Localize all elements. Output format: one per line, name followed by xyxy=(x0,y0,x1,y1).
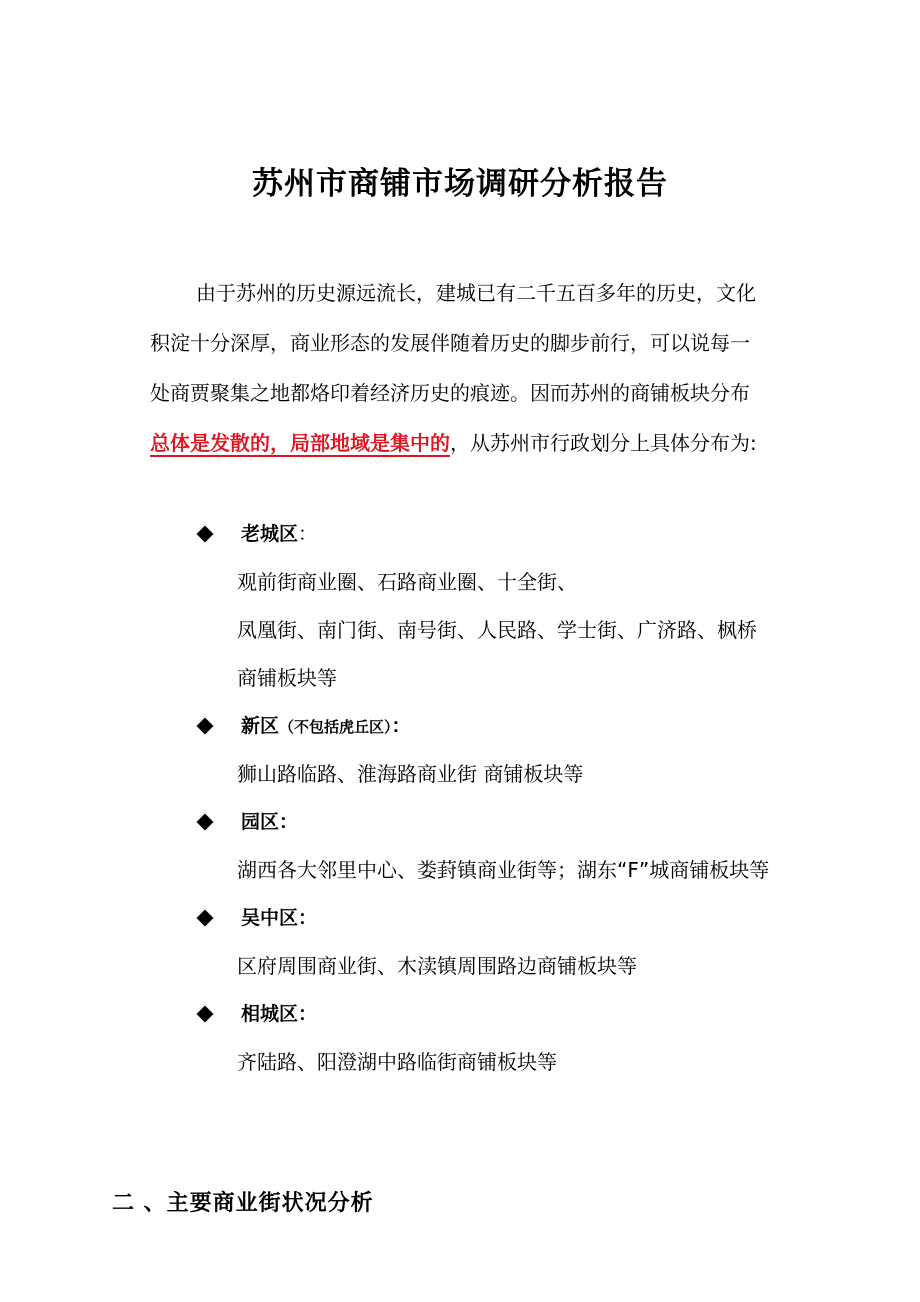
section-heading: 二 、主要商业街状况分析 xyxy=(112,1191,374,1216)
district-item: 凤凰街、南门街、南号街、人民路、学士街、广济路、枫桥 xyxy=(237,618,757,642)
district-header xyxy=(195,510,815,558)
district-name: 新区（不包括虎丘区）： xyxy=(241,714,411,737)
district-industrial-park xyxy=(195,798,815,894)
district-header xyxy=(195,798,815,846)
district-note: （不包括虎丘区） xyxy=(279,717,392,736)
intro-paragraph xyxy=(150,268,810,468)
intro-line-3: 处商贾聚集之地都烙印着经济历史的痕迹。因而苏州的商铺板块分布 xyxy=(150,381,750,405)
district-xiangcheng xyxy=(195,990,815,1086)
diamond-bullet-icon xyxy=(197,814,214,831)
district-list xyxy=(195,510,815,1086)
district-old-city xyxy=(195,510,815,702)
district-name: 吴中区： xyxy=(241,907,318,929)
diamond-bullet-icon xyxy=(197,718,214,735)
intro-line-1: 由于苏州的历史源远流长，建城已有二千五百多年的历史，文化 xyxy=(196,281,756,305)
district-header xyxy=(195,990,815,1038)
district-item: 湖西各大邻里中心、娄葑镇商业街等；湖东“F”城商铺板块等 xyxy=(237,858,770,882)
district-name: 老城区： xyxy=(241,523,318,545)
diamond-bullet-icon xyxy=(197,526,214,543)
district-new-area xyxy=(195,702,815,798)
district-wuzhong xyxy=(195,894,815,990)
page-title: 苏州市商铺市场调研分析报告 xyxy=(252,166,668,202)
highlight-text: 总体是发散的，局部地域是集中的 xyxy=(150,431,450,455)
district-name: 园区： xyxy=(241,811,299,833)
diamond-bullet-icon xyxy=(197,1006,214,1023)
district-item: 区府周围商业街、木渎镇周围路边商铺板块等 xyxy=(237,954,637,978)
district-item: 观前街商业圈、石路商业圈、十全街、 xyxy=(237,570,577,594)
intro-line-4 xyxy=(150,418,810,468)
intro-line-2: 积淀十分深厚，商业形态的发展伴随着历史的脚步前行，可以说每一 xyxy=(150,331,750,355)
district-name: 相城区： xyxy=(241,1003,318,1025)
diamond-bullet-icon xyxy=(197,910,214,927)
district-item: 商铺板块等 xyxy=(237,666,337,690)
district-header xyxy=(195,894,815,942)
intro-line-4-rest: ，从苏州市行政划分上具体分布为: xyxy=(450,431,757,455)
district-header xyxy=(195,702,815,750)
district-item: 齐陆路、阳澄湖中路临街商铺板块等 xyxy=(237,1050,557,1074)
district-item: 狮山路临路、淮海路商业街 商铺板块等 xyxy=(237,762,584,786)
